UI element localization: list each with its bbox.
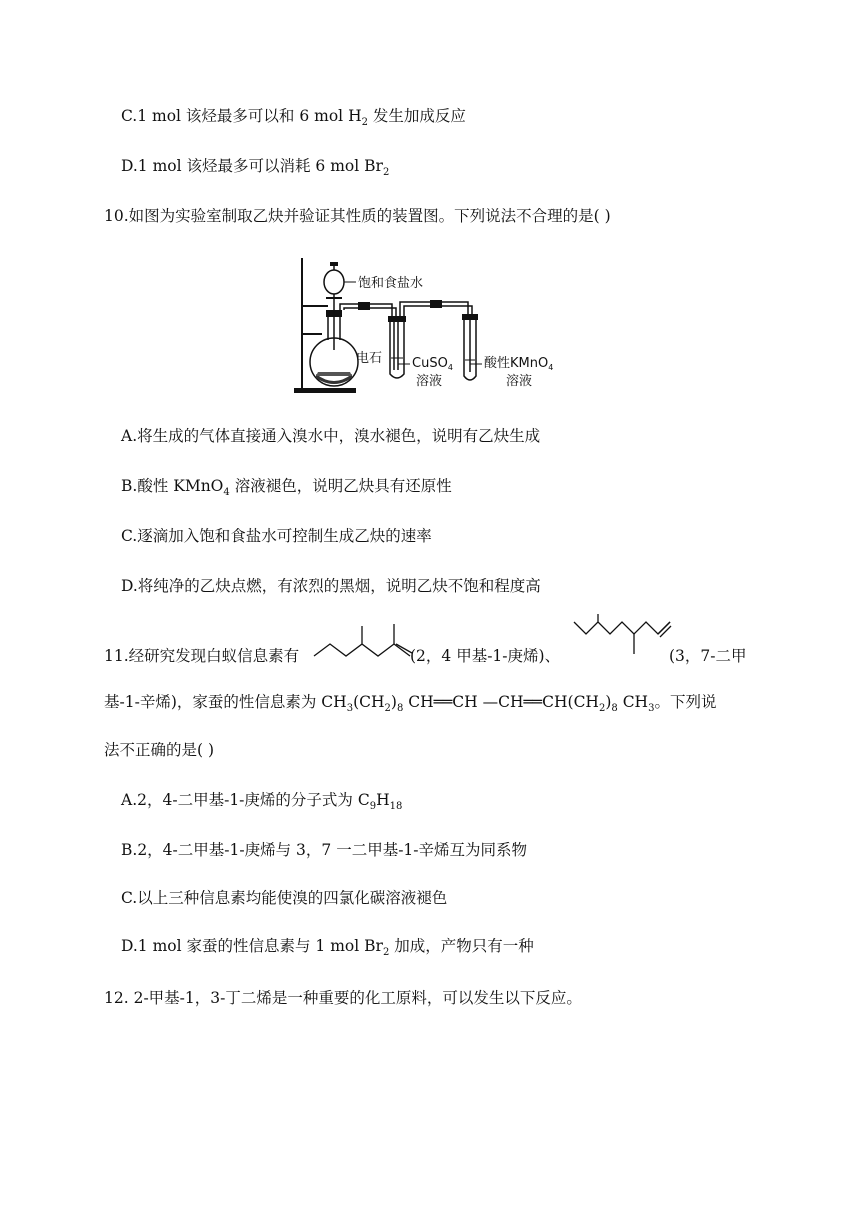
label-solution-2: 溶液 <box>506 374 533 389</box>
q11-option-b: B.2，4-二甲基-1-庚烯与 3，7 一二甲基-1-辛烯互为同系物 <box>121 841 528 859</box>
q9-option-c: C.1 mol 该烃最多可以和 6 mol $H_2$ 发生加成反应 <box>121 107 466 128</box>
q11-stem-part1: 11.经研究发现白蚁信息素有 <box>104 647 300 665</box>
q10-option-c: C.逐滴加入饱和食盐水可控制生成乙炔的速率 <box>121 527 432 545</box>
q12-stem: 12. 2-甲基-1，3-丁二烯是一种重要的化工原料，可以发生以下反应。 <box>104 989 582 1007</box>
q10-stem: 10.如图为实验室制取乙炔并验证其性质的装置图。下列说法不合理的是( ) <box>104 207 611 225</box>
q9-option-d: D.1 mol 该烃最多可以消耗 6 mol $Br_2$ <box>121 157 390 178</box>
label-solution-1: 溶液 <box>416 374 443 389</box>
label-kmno4: 酸性KMnO$_4$ <box>484 356 554 372</box>
q11-option-c: C.以上三种信息素均能使溴的四氯化碳溶液褪色 <box>121 889 448 907</box>
q11-stem-part3: (3，7-二甲 <box>669 647 747 665</box>
q10-option-a: A.将生成的气体直接通入溴水中，溴水褪色，说明有乙炔生成 <box>121 427 541 445</box>
q10-option-b: B.酸性 KMnO$_4$ 溶液褪色，说明乙炔具有还原性 <box>121 477 452 498</box>
q11-stem-line2: 基-1-辛烯)，家蚕的性信息素为 $CH_3(CH_2)_8$ CH══CH $—CH══CH(CH_2)_8$ $CH_3$。下列说 <box>104 693 717 714</box>
label-saturated-brine: 饱和食盐水 <box>358 276 424 291</box>
q11-option-a: A.2，4-二甲基-1-庚烯的分子式为 $C_9H_{18}$ <box>121 791 403 812</box>
label-cuso4: CuSO$_4$ <box>412 356 453 372</box>
skeletal-3-7-dimethyloctene <box>570 614 672 660</box>
q10-option-d: D.将纯净的乙炔点燃，有浓烈的黑烟，说明乙炔不饱和程度高 <box>121 577 541 595</box>
label-calcium-carbide: 电石 <box>356 351 383 366</box>
q11-stem-part2: (2，4 甲基-1-庚烯)、 <box>410 647 561 665</box>
q11-option-d: D.1 mol 家蚕的性信息素与 1 mol $Br_2$ 加成，产物只有一种 <box>121 937 534 958</box>
skeletal-2-4-dimethylheptene <box>312 616 412 662</box>
q11-stem-line3: 法不正确的是( ) <box>104 741 215 759</box>
acetylene-apparatus-figure <box>292 252 572 400</box>
